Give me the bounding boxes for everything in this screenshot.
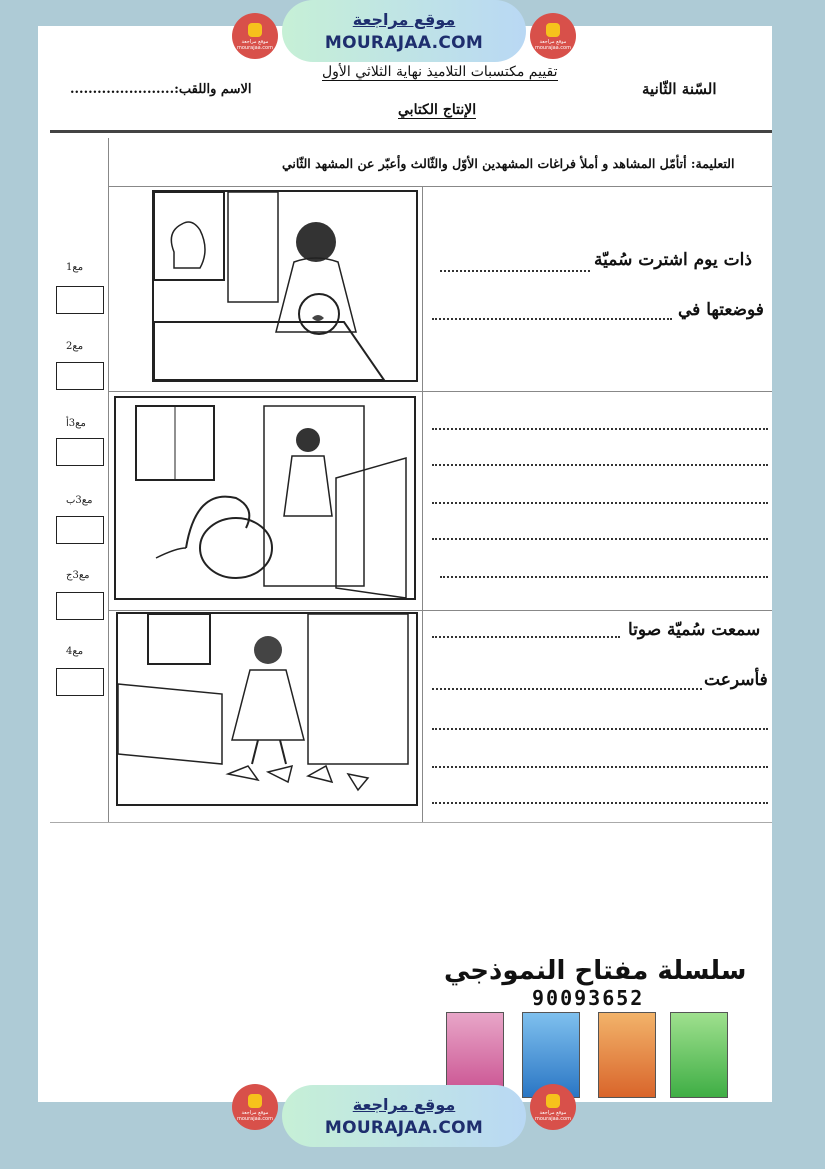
answer-line[interactable] — [440, 270, 590, 272]
criterion-label: مع3أ — [66, 418, 86, 429]
score-box[interactable] — [56, 438, 104, 466]
site-logo-right: موقع مراجعة mourajaa.com — [530, 1084, 576, 1130]
site-banner-top[interactable]: موقع مراجعة MOURAJAA.COM — [282, 0, 526, 62]
name-field: الاسم واللقب:....................... — [70, 82, 252, 97]
book-cover-orange — [598, 1012, 656, 1098]
score-box[interactable] — [56, 668, 104, 696]
subject-title: الإنتاج الكتابي — [398, 102, 477, 118]
criterion-label: مع4 — [66, 646, 84, 657]
broken-fishbowl-drawing — [118, 614, 416, 804]
criterion-label: مع1 — [66, 262, 84, 273]
site-logo-left: موقع مراجعة mourajaa.com — [232, 13, 278, 59]
answer-line[interactable] — [432, 688, 702, 690]
score-box[interactable] — [56, 516, 104, 544]
ad-phone: 90093652 — [532, 986, 645, 1010]
scene-3-illustration — [116, 612, 418, 806]
answer-line[interactable] — [432, 538, 768, 540]
scene-1-illustration — [152, 190, 418, 382]
scene-3-line-2: فأسرعت — [704, 670, 768, 690]
answer-line[interactable] — [432, 766, 768, 768]
scene-1-line-2: فوضعتها في — [678, 300, 764, 320]
answer-line[interactable] — [432, 464, 768, 466]
ad-series-title: سلسلة مفتاح النموذجي — [444, 956, 747, 986]
answer-line[interactable] — [432, 502, 768, 504]
exam-title: تقييم مكتسبات التلاميذ نهاية الثلاثي الأول — [322, 64, 558, 80]
grade-label: السّنة الثّانية — [642, 80, 717, 98]
score-box[interactable] — [56, 592, 104, 620]
site-logo-left: موقع مراجعة mourajaa.com — [232, 1084, 278, 1130]
answer-line[interactable] — [440, 576, 768, 578]
score-box[interactable] — [56, 362, 104, 390]
scene-3-line-1: سمعت سُميّة صوتا — [628, 620, 761, 640]
criterion-label: مع3ج — [66, 570, 90, 581]
site-logo-right: موقع مراجعة mourajaa.com — [530, 13, 576, 59]
cat-at-fishbowl-drawing — [116, 398, 414, 598]
answer-line[interactable] — [432, 728, 768, 730]
header-divider — [50, 130, 772, 133]
grid-h-3 — [108, 610, 772, 611]
answer-line[interactable] — [432, 428, 768, 430]
scene-1-line-1: ذات يوم اشترت سُميّة — [594, 250, 752, 270]
book-cover-green — [670, 1012, 728, 1098]
criterion-label: مع2 — [66, 341, 84, 352]
answer-line[interactable] — [432, 318, 672, 320]
scene-2-illustration — [114, 396, 416, 600]
answer-line[interactable] — [432, 636, 620, 638]
site-banner-bottom[interactable]: موقع مراجعة MOURAJAA.COM — [282, 1085, 526, 1147]
grid-h-4 — [50, 822, 772, 823]
score-box[interactable] — [56, 286, 104, 314]
criterion-label: مع3ب — [66, 495, 93, 506]
instruction: التعليمة: أتأمّل المشاهد و أملأ فراغات المشهدين الأوّل والثّالث وأعبّر عن المشهد الثّاني — [282, 156, 735, 171]
grid-h-1 — [108, 186, 772, 187]
answer-line[interactable] — [432, 802, 768, 804]
grid-h-2 — [108, 391, 772, 392]
grid-vertical-2 — [422, 186, 423, 822]
girl-with-fishbowl-drawing — [154, 192, 416, 380]
grid-vertical-1 — [108, 138, 109, 822]
